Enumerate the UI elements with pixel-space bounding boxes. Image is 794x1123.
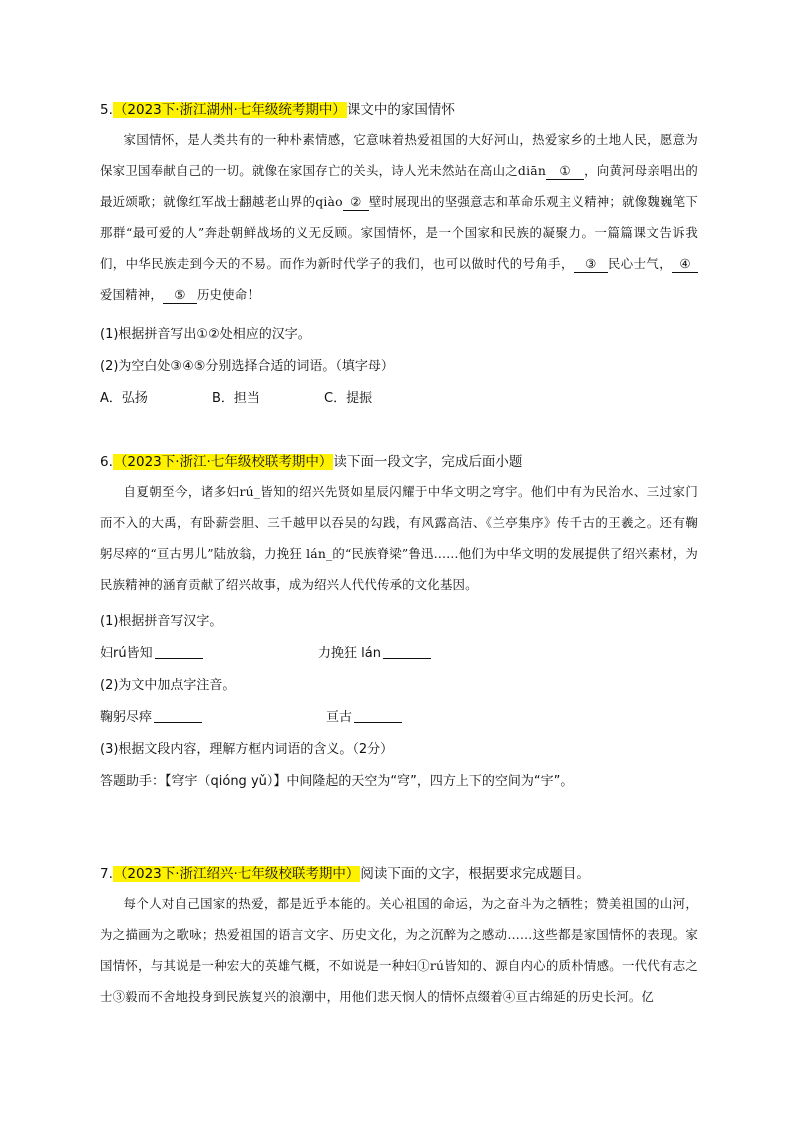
word-label: 力挽狂 lán	[318, 646, 381, 661]
passage-text: 壁时展现出的坚强意志和革命乐观主义精神；就像魏巍笔下那群“最可爱的人”奔赴朝鲜战场的义无反顾。家国情怀，是一个国家和民族的凝聚力。一篇篇课文告诉我们，中华民族走到今天的不易。而作为新时代学子的我们，也可以做时代的号角手，	[100, 194, 698, 271]
blank-1: ①	[546, 162, 584, 180]
word-label: 妇rú皆知	[100, 646, 153, 661]
word-blank-3	[100, 708, 202, 728]
blank-5: ⑤	[163, 286, 197, 304]
question-5-header	[100, 100, 698, 120]
source-highlight: （2023下·浙江·七年级校联考期中）	[113, 454, 333, 470]
blank-3: ③	[574, 255, 608, 273]
question-number: 6.	[100, 454, 113, 470]
question-6-subquestions	[100, 612, 698, 792]
options-row	[100, 389, 372, 409]
word-label: 鞠躬尽瘁	[100, 710, 153, 725]
question-6-passage: 自夏朝至今，诸多妇rú_皆知的绍兴先贤如星辰闪耀于中华文明之穹宇。他们中有为民治水、三过家门而不入的大禹，有卧薪尝胆、三千越甲以吞吴的勾践，有风露高洁、《兰亭集序》传千古的王羲之。还有鞠躬尽瘁的“亘古男儿”陆放翁，力挽狂 lán_的“民族脊梁”鲁迅……他们为中华文明的发展提供了绍兴素材，为民族精神的涵育贡献了绍兴故事，成为绍兴人代代传承的文化基因。	[100, 484, 698, 592]
sub-question-3: (3)根据文段内容，理解方框内词语的含义。（2分）	[100, 742, 394, 757]
answer-blank[interactable]	[354, 708, 402, 723]
question-number: 5.	[100, 102, 113, 118]
sub-question-1: (1)根据拼音写汉字。	[100, 614, 223, 629]
question-6	[100, 452, 698, 600]
option-a: A．弘扬	[100, 391, 148, 406]
answer-blank[interactable]	[383, 644, 431, 659]
question-number: 7.	[100, 866, 113, 882]
question-5-passage	[100, 124, 698, 310]
question-title: 课文中的家国情怀	[346, 102, 455, 118]
passage-text: 家国情怀，是人类共有的一种朴素情感，它意味着热爱祖国的大好河山，热爱家乡的土地人民，愿意为保家卫国奉献自己的一切。就像在家国存亡的关头，诗人光未然站在高山之diān	[100, 132, 698, 178]
blank-2: ②	[343, 193, 369, 211]
answer-blank[interactable]	[155, 644, 203, 659]
option-b: B．担当	[212, 391, 260, 406]
answer-helper: 答题助手：【穹宇（qióng yǔ）】中间隆起的天空为“穹”，四方上下的空间为“宇”。	[100, 774, 574, 789]
source-highlight: （2023下·浙江绍兴·七年级校联考期中）	[113, 866, 360, 882]
question-title: 读下面一段文字，完成后面小题	[333, 454, 523, 470]
passage-text: 历史使命！	[196, 287, 260, 302]
question-7-header	[100, 864, 698, 884]
sub-question-2: (2)为文中加点字注音。	[100, 678, 236, 693]
passage-text: 民心士气，	[607, 256, 673, 271]
source-highlight: （2023下·浙江湖州·七年级统考期中）	[113, 102, 346, 118]
question-5	[100, 100, 698, 310]
question-5-subquestions	[100, 325, 698, 415]
word-blank-4	[326, 708, 402, 728]
question-7-passage: 每个人对自己国家的热爱，都是近乎本能的。关心祖国的命运，为之奋斗为之牺牲；赞美祖国的山河，为之描画为之歌咏；热爱祖国的语言文字、历史文化，为之沉醉为之感动……这些都是家国情怀的表现。家国情怀，与其说是一种宏大的英雄气概，不如说是一种妇①rú皆知的、源自内心的质朴情感。一代代有志之士③毅而不舍地投身到民族复兴的浪潮中，用他们悲天悯人的情怀点缀着④亘古绵延的历史长河。亿	[100, 896, 698, 1004]
sub-question-2: (2)为空白处③④⑤分别选择合适的词语。（填字母）	[100, 359, 394, 374]
question-6-header	[100, 452, 698, 472]
word-blank-1	[100, 644, 203, 664]
word-blank-2	[318, 644, 431, 664]
option-c: C．提振	[324, 391, 373, 406]
sub-question-1: (1)根据拼音写出①②处相应的汉字。	[100, 327, 311, 342]
blank-4: ④	[672, 255, 698, 273]
word-label: 亘古	[326, 710, 353, 725]
answer-blank[interactable]	[154, 708, 202, 723]
question-7	[100, 864, 698, 1012]
passage-text: ，向黄河母亲唱出的最近颂歌；就像红军战士翻越老山界的qiào	[100, 163, 698, 209]
passage-text: 爱国精神，	[100, 287, 163, 302]
question-title: 阅读下面的文字，根据要求完成题目。	[360, 866, 590, 882]
